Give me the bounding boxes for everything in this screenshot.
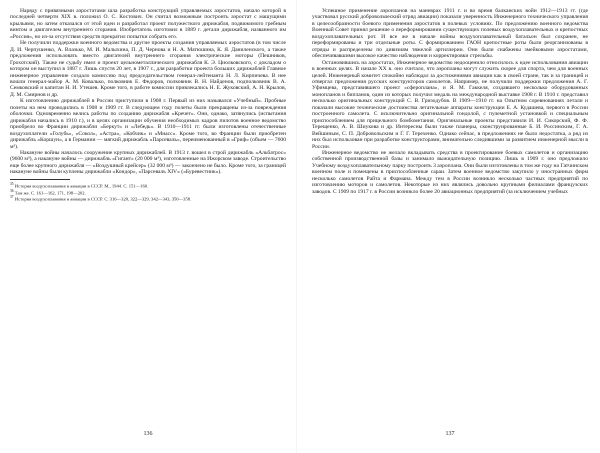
footnote-text: Там же. С. 161—162, 171, 198—202. [14,190,86,196]
right-page [312,8,588,438]
footnote-divider [10,179,70,180]
footnote [10,189,286,196]
right-page-text [312,8,588,195]
paragraph: Остановившись на аэростатах, Инженерное ведомство недооценило относилось к идее использования авиации в военных целях. В начале XX в. оно считало, что аэропланы могут служить скорее для спорта, чем для военных целей. Инженерный комитет спокойно наблюдал за достижениями авиации как в своей стране, так и за границей и отвергал предложения русских конструкторов самолетов. Например, не получили поддержки предложения А. Г. Уфимцева, представившего проект «сферопланa», и Я. М. Гаккеля, создавшего несколько оборудованных монопланов и бипланов, один из которых получил медаль на международной выставке 1908 г. В 1910 г. представил несколько оригинальных конструкций С. В. Гризодубов. В 1909—1910 гг. на Опытном соревнованиях летали и показали высокие технические достоинства летательные аппараты конструкции Е. А. Кудашева, первого в России построенного самолета. С исключительно оригинальной гондолой, с пулеметной установкой и специальным приспособлением для прицельного бомбометания. Оригинальные проекты представили И. И. Сикорский, Ф. Ф. Терещенко, А. В. Шиукова и др. Интересны были также планеры, сконструированные Б. И. Россинским, Г. А. Вейшиным, С. П. Добровольским и Г. Г. Терехенко. Однако сейчас, в предложениях не было недостатка, а ряд из них был использован при разработке конструкторами, внимательно следившими за развитием инженерной мысли в России. [312,59,588,150]
gutter [296,0,297,453]
footnote [10,182,286,189]
paragraph: Успешное применение аэропланов на маневрах 1911 г. и во время балканских войн 1912—1913 гг. (где участвовал русский добровольческий отряд авиации) показали уверенность Инженерного технического управления в целесообразности боевого применения аэростатов в полевых условиях. По предложению военного ведомства Военный Совет принял решение о переформировании существующих полевых воздухоплавательных и крепостных воздухоплавательных рот. И все же в начале войны воздухоплавательный батальон был сохранен, не переформированы и три отдельные роты. С формированием ГАОН крепостные роты были реорганизованы в отряды и распределены по дивизиям тяжелой артиллерии. Они были снабжены змейковыми аэростатами, обеспечивавшими высокое качество наблюдения и корректировки стрельбы. [312,8,588,60]
footnote-number: 35 [10,181,14,186]
page-number: 136 [143,431,153,437]
footnote-number: 36 [10,188,14,193]
footnote [10,195,286,202]
paragraph: Накануне войны началось сооружение крупных дирижаблей. В 1913 г. вошел в строй дирижабль «Альбатрос» (9600 м³), а накануне войны — дирижабль «Гигант» (20 000 м³), изготовленные на Ижорском заводе. Строительство еще более крупного дирижабля — «Воздушный крейсер» (32 000 м³) — закончено не было. Кроме того, за границей накануне войны были куплены дирижабли «Кондор», «Парсеваль XIV» («Буревестник»). [10,149,286,176]
page-number: 137 [445,431,455,437]
left-page [10,8,286,438]
paragraph: Наряду с привязными аэростатами шла разработка конструкций управляемых аэростатов, начало которой в последней четверти XIX в. положил О. С. Костович. Он считал возможным построить аэростат с машущими крыльями, но затем отказался от этой идеи и разработал проект полужесткого дирижабля, подвижимого гребным винтом и двигателем внутреннего сгорания. Изобретатель изготовил в 1889 г. детали дирижабля, названного им «Россия», но из-за отсутствия средств прекратил попытки собрать его. [10,8,286,40]
paragraph: Инженерное ведомство не желало вкладывать средства в проектирование боевых самолетов и организацию собственной производственной базы и занимало выжидательную позицию. Лишь в 1909 г. оно предложило Учебному воздухоплавательному парку построить 3 аэроплана. Они были изготовлены в том же году на Гатчинском военном поле и помещены в приспособленные сараи. Затем военное ведомство закупило у иностранных фирм несколько самолетов Райта и Фармана. Между тем в России возникло несколько частных предприятий по изготовлению моторов и самолетов. Некоторые из них являлись довольно крупными филиалами французских заводов. С 1909 по 1917 г. в России возникло более 20 авиационных предприятий (за исключением учебных [312,149,588,195]
left-page-text [10,8,286,176]
footnote-text: История воздухоплавания и авиации в СССР. М., 1944. С. 151—160. [14,183,149,189]
footnote-text: История воздухоплавания и авиации в СССР. С. 316—320, 322—329, 342—343, 350—358. [14,196,192,202]
paragraph: Не получили поддержки военного ведомства и другие проекты создания управляемых аэростатов (в том числе Д. И. Черпушенко, А. Влазько, М. И. Малыхина, П. Д. Чернова и Н. А. Матюшина, К. Я. Даниленского, а также предложения использовать вместо двигателей внутреннего сгорания электрические моторы (Пешников, Грохотский). Также не судьбу имел и проект цельнометаллического дирижабля К. Э. Циолковского, с докладом о котором он выступил в 1887 г. Лишь спустя 20 лет, в 1907 г., для разработки проекта больших дирижаблей Главное инженерное управление создало комиссию под председательством генерал-лейтенанта Н. Л. Кирпичева. В нее вошли генерал-майор А. М. Ковалько, полковник Е. Федоров, полковник В. Н. Найденов, подполковник В. А. Семковский и капитан Н. И. Утешев. Кроме того, в работе комиссии привлекались Н. Е. Жуковский, А. Н. Крылов, Д. М. Смирнов и др. [10,40,286,98]
footnote-number: 37 [10,195,14,200]
footnotes [10,182,286,202]
paragraph: К изготовлению дирижаблей в России приступили в 1908 г. Первый из них назывался «Учебный». Пробные полеты на нем проводились в 1908 и 1909 гг. В следующем году полеты были прекращены из-за повреждения оболочки. Одновременно велись работы по созданию дирижабля «Кречет». Они, однако, затянулись (испытания дирижабля начались в 1910 г.), и в целях организации обучения необходимых кадров пилотов военное ведомство приобрело во Франции дирижабли «Беркут» и «Лебедь». В 1910—1911 гг. были изготовлены отечественные воздухоплатели «Голубь», «Сокол», «Астра», «Кобчик» и «Миасс». Кроме того, во Франции были приобретен дирижабль «Коршун», а в Германии — мягкий дирижабль «Парсеваль», переименованный в «Гриф» (объем — 7600 м³). [10,98,286,150]
